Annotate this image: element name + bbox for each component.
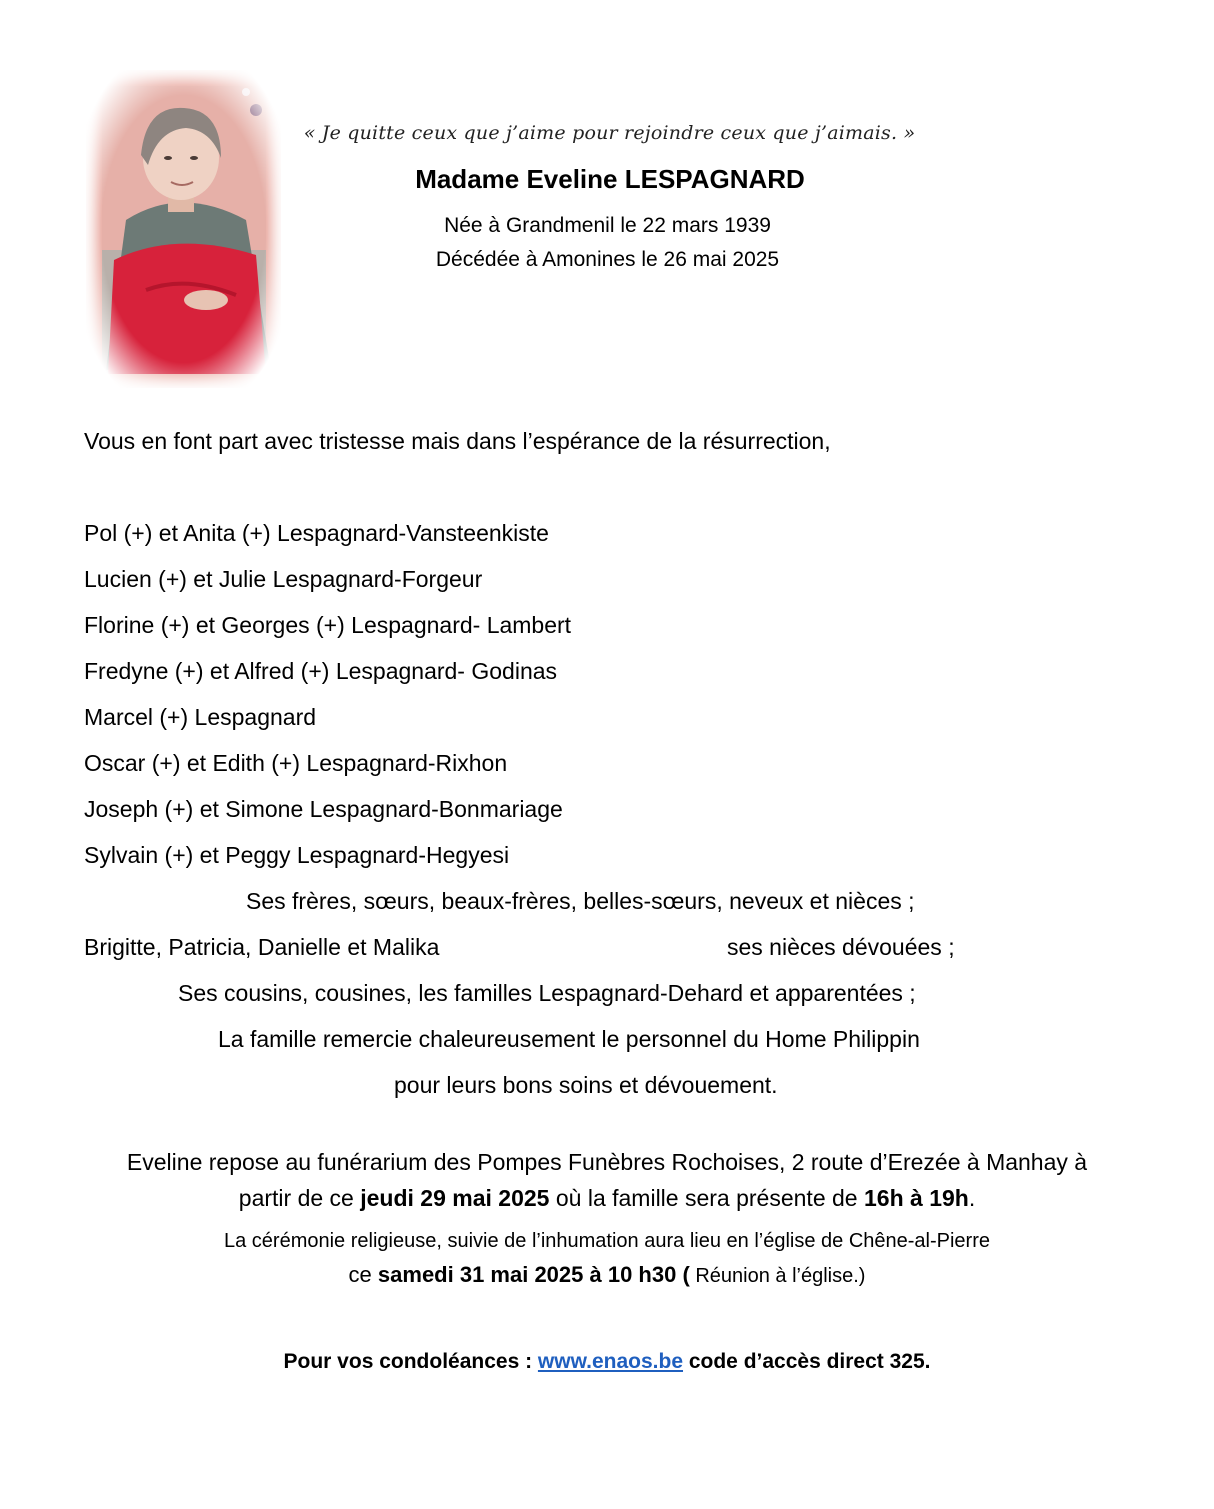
visitation-line-1: Eveline repose au funérarium des Pompes Funèbres Rochoises, 2 route d’Erezée à Manhay à [126,1149,1088,1175]
visitation-text: où la famille sera présente de [549,1185,864,1211]
family-line: Oscar (+) et Edith (+) Lespagnard-Rixhon [84,750,508,776]
condolences-line [60,1350,1154,1374]
visitation-text: . [968,1185,976,1211]
ceremony-line-2 [60,1262,1154,1288]
death-info: Décédée à Amonines le 26 mai 2025 [435,248,780,271]
ceremony-date: samedi 31 mai 2025 à 10 h30 ( [377,1262,690,1287]
cousins-line: Ses cousins, cousines, les familles Lespagnard-Dehard et apparentées ; [178,980,916,1006]
siblings-line: Ses frères, sœurs, beaux-frères, belles-sœurs, neveux et nièces ; [246,888,915,914]
portrait-photo [86,70,281,388]
visitation-text: partir de ce [238,1185,361,1211]
family-line: Joseph (+) et Simone Lespagnard-Bonmariage [84,796,563,822]
deceased-name: Madame Eveline LESPAGNARD [415,164,805,194]
ceremony-text: ce [348,1262,378,1287]
family-line: Marcel (+) Lespagnard [84,704,317,730]
ceremony-line-1: La cérémonie religieuse, suivie de l’inhumation aura lieu en l’église de Chêne-al-Pierre [224,1230,990,1252]
birth-info: Née à Grandmenil le 22 mars 1939 [444,214,771,237]
family-line: Fredyne (+) et Alfred (+) Lespagnard- Godinas [84,658,558,684]
family-line: Florine (+) et Georges (+) Lespagnard- Lambert [84,612,572,638]
nieces-names: Brigitte, Patricia, Danielle et Malika [84,934,440,960]
condolences-text: Pour vos condoléances : [283,1350,538,1373]
condolences-code: code d’accès direct 325. [683,1350,931,1373]
family-line: Lucien (+) et Julie Lespagnard-Forgeur [84,566,483,592]
family-line: Sylvain (+) et Peggy Lespagnard-Hegyesi [84,842,510,868]
visitation-date: jeudi 29 mai 2025 [360,1185,550,1211]
ceremony-note: Réunion à l’église.) [689,1265,866,1287]
thanks-line-2: pour leurs bons soins et dévouement. [394,1072,778,1098]
condolences-link[interactable]: www.enaos.be [537,1350,684,1373]
visitation-line-2 [60,1185,1154,1212]
thanks-line-1: La famille remercie chaleureusement le personnel du Home Philippin [218,1026,920,1052]
visitation-hours: 16h à 19h [863,1185,969,1211]
epitaph-quote: « Je quitte ceux que j’aime pour rejoindre ceux que j’aimais. » [303,122,916,144]
intro-text: Vous en font part avec tristesse mais dans l’espérance de la résurrection, [84,428,831,454]
family-line: Pol (+) et Anita (+) Lespagnard-Vansteenkiste [84,520,549,546]
nieces-role: ses nièces dévouées ; [727,934,955,960]
